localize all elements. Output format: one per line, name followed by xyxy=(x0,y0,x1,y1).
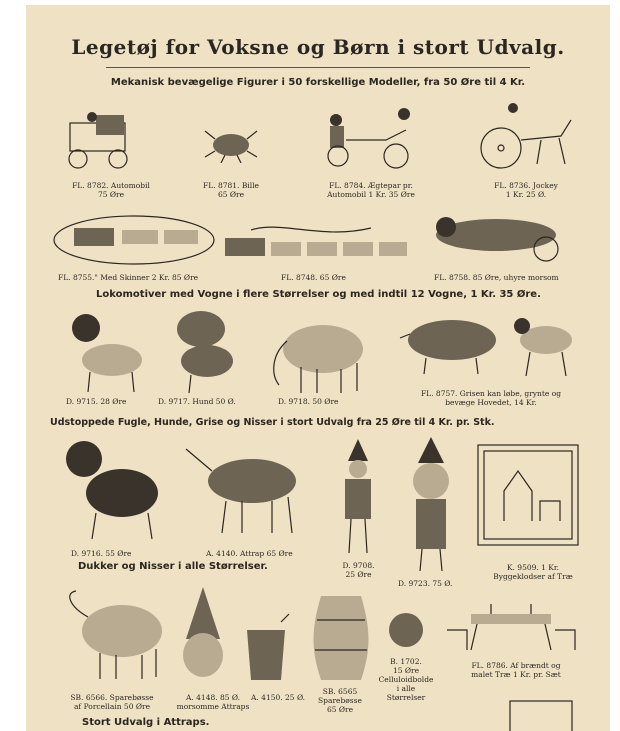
catalog-page xyxy=(26,5,610,731)
caption-k9509: K. 9509. 1 Kr. Byggeklodser af Træ xyxy=(493,563,573,581)
celluloid-ball-illustration xyxy=(386,610,426,650)
automobile-illustration xyxy=(56,105,146,175)
section-heading-udstoppede: Udstoppede Fugle, Hunde, Grise og Nisser i stort Udvalg fra 25 Øre til 4 Kr. pr. Stk. xyxy=(50,417,495,428)
porcelain-elephant-bank-illustration xyxy=(56,587,171,687)
pig-illustration xyxy=(396,310,506,380)
caption-fl8755: FL. 8755." Med Skinner 2 Kr. 85 Øre xyxy=(58,273,199,282)
caption-fl8786: FL. 8786. Af brændt og malet Træ 1 Kr. pr. Sæt xyxy=(471,661,561,679)
terrier-illustration xyxy=(506,310,586,380)
wooden-furniture-set-illustration xyxy=(441,600,581,660)
caption-fl8748: FL. 8748. 65 Øre xyxy=(281,273,346,282)
elephant-illustration xyxy=(261,315,371,395)
caption-a4148: A. 4148. 85 Ø. morsomme Attraps xyxy=(176,693,250,711)
gnome-head-attrap-illustration xyxy=(176,585,231,685)
barrel-bank-illustration xyxy=(311,590,371,685)
caption-a4150: A. 4150. 25 Ø. xyxy=(251,693,306,702)
pot-attrap-illustration xyxy=(241,610,291,685)
donkey-illustration xyxy=(176,435,306,535)
caption-b1702: B. 1702. 15 Øre Celluloidbolde i alle Størrelser xyxy=(378,657,434,702)
caption-a4140: A. 4140. Attrap 65 Øre xyxy=(206,549,293,558)
page-subtitle: Mekanisk bevægelige Figurer i 50 forskellige Modeller, fra 50 Øre til 4 Kr. xyxy=(110,77,526,88)
building-blocks-box-illustration xyxy=(474,441,584,551)
title-underline xyxy=(106,67,530,68)
caption-fl8758: FL. 8758. 85 Øre, uhyre morsom xyxy=(434,273,559,282)
caption-d9708: D. 9708. 25 Øre xyxy=(342,561,375,579)
section-heading-lokomotiver: Lokomotiver med Vogne i flere Størrelser og med indtil 12 Vogne, 1 Kr. 35 Øre. xyxy=(96,289,541,300)
section-heading-dukker: Dukker og Nisser i alle Størrelser. xyxy=(78,561,268,572)
jockey-illustration xyxy=(471,100,581,175)
caption-d9723: D. 9723. 75 Ø. xyxy=(398,579,453,588)
caption-d9717: D. 9717. Hund 50 Ø. xyxy=(158,397,236,406)
caption-sb6566: SB. 6566. Sparebøsse af Porcellain 50 Øre xyxy=(70,693,154,711)
caption-fl8784: FL. 8784. Ægtepar pr. Automobil 1 Kr. 35 Øre xyxy=(327,181,415,199)
lying-figure-illustration xyxy=(426,205,571,267)
caption-fl8781: FL. 8781. Bille 65 Øre xyxy=(203,181,259,199)
stuffed-dog-illustration xyxy=(66,310,146,395)
caption-d9718: D. 9718. 50 Øre xyxy=(278,397,339,406)
couple-automobile-illustration xyxy=(316,100,426,175)
page-title: Legetøj for Voksne og Børn i stort Udvalg. xyxy=(71,35,565,59)
gnome-doll-illustration xyxy=(331,435,386,560)
caption-sb6565: SB. 6565 Sparebøsse 65 Øre xyxy=(318,687,362,714)
train-with-track-illustration xyxy=(52,210,217,268)
poodle-illustration xyxy=(56,433,166,543)
nisse-illustration xyxy=(396,435,466,575)
locomotive-illustration xyxy=(221,220,411,265)
caption-fl8782: FL. 8782. Automobil 75 Øre xyxy=(72,181,150,199)
caption-d9716: D. 9716. 55 Øre xyxy=(71,549,132,558)
partial-box-illustration xyxy=(506,697,576,731)
caption-fl8736: FL. 8736. Jockey 1 Kr. 25 Ø. xyxy=(494,181,558,199)
section-heading-attraps: Stort Udvalg i Attraps. xyxy=(82,717,210,728)
caption-d9715: D. 9715. 28 Øre xyxy=(66,397,127,406)
beetle-illustration xyxy=(201,123,261,163)
caption-fl8757: FL. 8757. Grisen kan løbe, grynte og bevæge Hovedet, 14 Kr. xyxy=(420,389,562,407)
stuffed-hound-illustration xyxy=(171,305,246,395)
